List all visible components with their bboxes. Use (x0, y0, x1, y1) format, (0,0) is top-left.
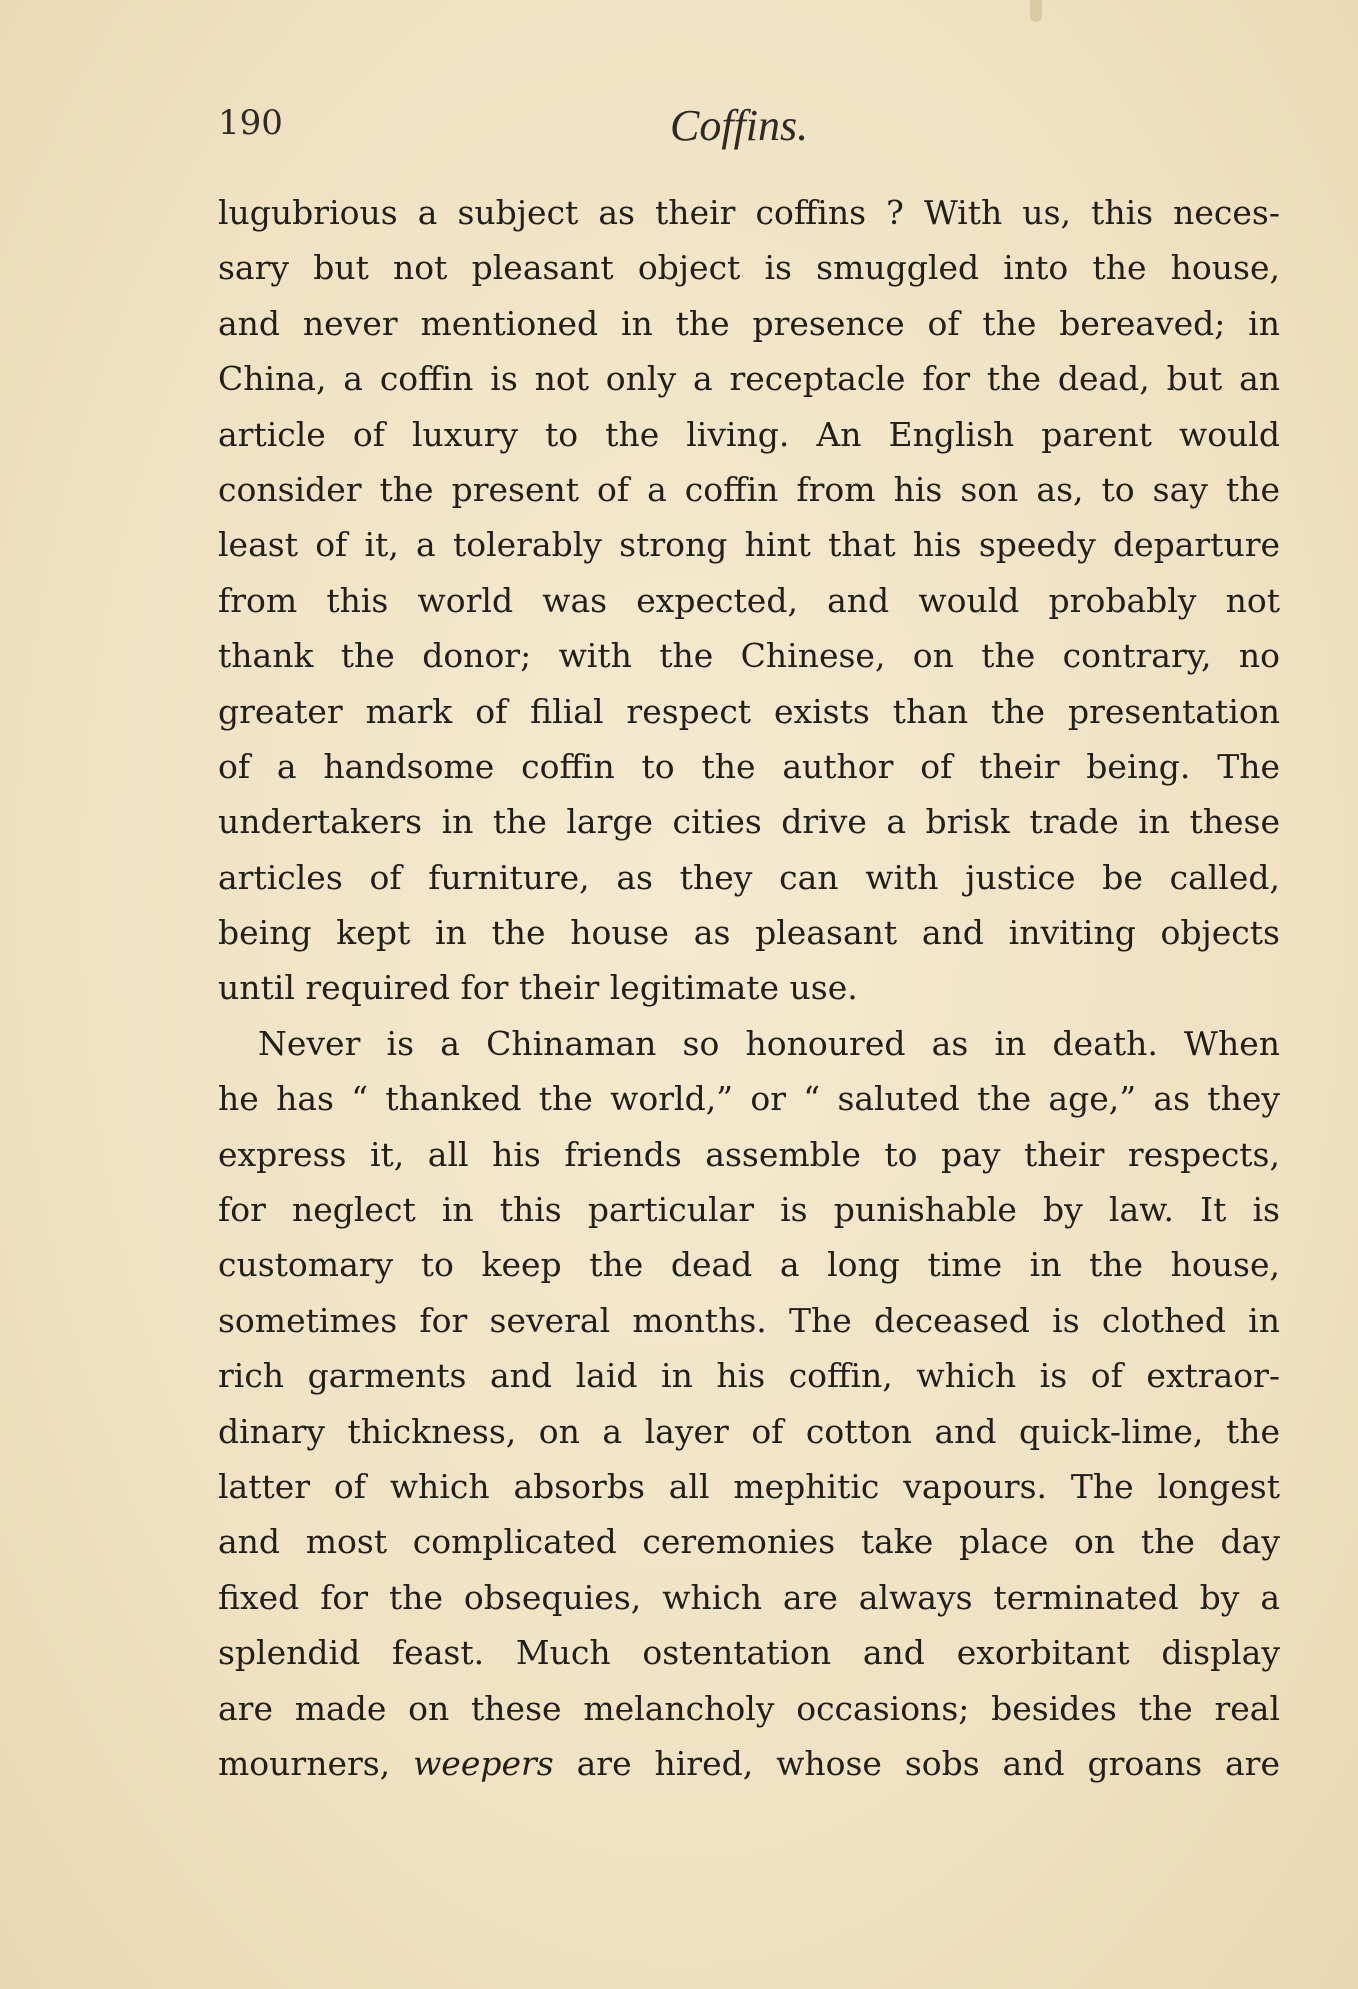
page-stain (1030, 0, 1042, 22)
text-line: are made on these melancholy occasions; besides the real (218, 1688, 1280, 1728)
text-line: article of luxury to the living. An English parent would (218, 414, 1280, 454)
text-line: and most complicated ceremonies take place on the day (218, 1522, 1280, 1562)
italic-word-weepers: weepers (413, 1743, 554, 1783)
text-line-final (218, 1736, 1280, 1791)
running-title: Coffins. (670, 101, 809, 150)
text-line: consider the present of a coffin from his son as, to say the (218, 469, 1280, 509)
text-line: from this world was expected, and would probably not (218, 580, 1280, 620)
text-line: articles of furniture, as they can with justice be called, (218, 857, 1280, 897)
final-line-start: mourners, (218, 1743, 391, 1783)
page-number: 190 (218, 103, 283, 143)
text-line: for neglect in this particular is punishable by law. It is (218, 1190, 1280, 1230)
text-line: sary but not pleasant object is smuggled into the house, (218, 248, 1280, 288)
text-line: latter of which absorbs all mephitic vapours. The longest (218, 1466, 1280, 1506)
text-line: rich garments and laid in his coffin, which is of extraor- (218, 1356, 1280, 1396)
text-line: splendid feast. Much ostentation and exorbitant display (218, 1633, 1280, 1673)
paragraph-start-line: Never is a Chinaman so honoured as in death. When (258, 1023, 1280, 1063)
text-line: China, a coffin is not only a receptacle for the dead, but an (218, 359, 1280, 399)
body-text (218, 185, 1280, 1791)
text-line: sometimes for several months. The deceased is clothed in (218, 1300, 1280, 1340)
text-line: until required for their legitimate use. (218, 968, 858, 1008)
text-line: of a handsome coffin to the author of their being. The (218, 746, 1280, 786)
text-line: express it, all his friends assemble to pay their respects, (218, 1134, 1280, 1174)
text-line: customary to keep the dead a long time in the house, (218, 1245, 1280, 1285)
text-line: being kept in the house as pleasant and inviting objects (218, 913, 1280, 953)
text-line: undertakers in the large cities drive a brisk trade in these (218, 802, 1280, 842)
text-line: dinary thickness, on a layer of cotton and quick-lime, the (218, 1411, 1280, 1451)
text-line: lugubrious a subject as their coffins ? With us, this neces- (218, 193, 1280, 232)
text-line: greater mark of filial respect exists than the presentation (218, 691, 1280, 731)
text-line: least of it, a tolerably strong hint that his speedy departure (218, 525, 1280, 565)
final-line-end: are hired, whose sobs and groans are (576, 1743, 1280, 1783)
text-line: he has “ thanked the world,” or “ saluted the age,” as they (218, 1079, 1280, 1119)
text-line: and never mentioned in the presence of the bereaved; in (218, 303, 1280, 343)
text-line: thank the donor; with the Chinese, on the contrary, no (218, 636, 1280, 676)
text-line: fixed for the obsequies, which are always terminated by a (218, 1577, 1280, 1617)
